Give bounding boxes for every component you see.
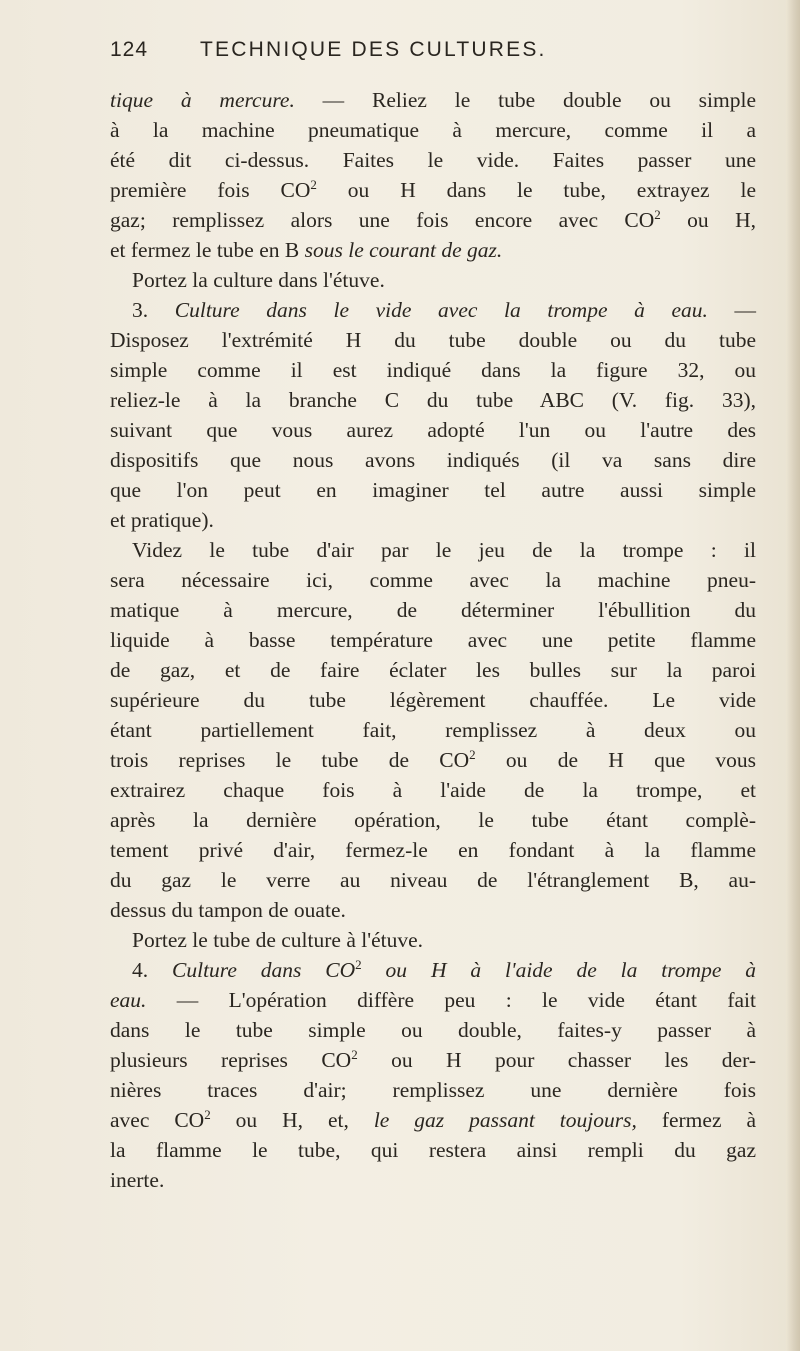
text-segment: étant partiellement fait, remplissez à deux ou bbox=[110, 718, 756, 742]
text-segment: supérieure du tube légèrement chauffée. Le vide bbox=[110, 688, 756, 712]
text-segment: inerte. bbox=[110, 1168, 165, 1192]
text-segment: et fermez le tube en B bbox=[110, 238, 305, 262]
text-line bbox=[110, 475, 756, 505]
text-segment: ou H dans le tube, extrayez le bbox=[316, 178, 756, 202]
text-segment: du gaz le verre au niveau de l'étranglement B, au- bbox=[110, 868, 756, 892]
body-text bbox=[110, 85, 756, 1195]
text-line bbox=[110, 925, 756, 955]
text-segment: ou H, bbox=[660, 208, 756, 232]
text-line bbox=[110, 805, 756, 835]
text-line bbox=[110, 1105, 756, 1135]
text-segment: matique à mercure, de déterminer l'ébullition du bbox=[110, 598, 756, 622]
text-segment: fermez à bbox=[636, 1108, 756, 1132]
page-edge bbox=[786, 0, 800, 1351]
text-segment: trois reprises le tube de CO bbox=[110, 748, 470, 772]
text-line bbox=[110, 205, 756, 235]
text-line bbox=[110, 775, 756, 805]
text-line bbox=[110, 655, 756, 685]
text-segment: ou H pour chasser les der- bbox=[357, 1048, 756, 1072]
text-segment: simple comme il est indiqué dans la figure 32, ou bbox=[110, 358, 756, 382]
text-line bbox=[110, 415, 756, 445]
text-line bbox=[110, 565, 756, 595]
text-line bbox=[110, 685, 756, 715]
text-segment: sous le courant de gaz. bbox=[304, 238, 503, 262]
text-line bbox=[110, 865, 756, 895]
text-line bbox=[110, 1015, 756, 1045]
page-header bbox=[110, 38, 750, 68]
text-segment: gaz; remplissez alors une fois encore avec CO bbox=[110, 208, 655, 232]
text-segment: à la machine pneumatique à mercure, comme il a bbox=[110, 118, 756, 142]
text-segment: Culture dans le vide avec la trompe à eau. bbox=[174, 298, 708, 322]
text-segment: Videz le tube d'air par le jeu de la trompe : il bbox=[132, 538, 756, 562]
superscript: 2 bbox=[310, 177, 317, 192]
text-line bbox=[110, 1135, 756, 1165]
text-segment: sera nécessaire ici, comme avec la machine pneu- bbox=[110, 568, 756, 592]
text-segment: nières traces d'air; remplissez une dernière fois bbox=[110, 1078, 756, 1102]
text-segment: reliez-le à la branche C du tube ABC (V. fig. 33), bbox=[110, 388, 756, 412]
text-segment: été dit ci-dessus. Faites le vide. Faites passer une bbox=[110, 148, 756, 172]
text-segment: dispositifs que nous avons indiqués (il va sans dire bbox=[110, 448, 756, 472]
text-segment: — bbox=[707, 298, 757, 322]
text-line bbox=[110, 955, 756, 985]
text-segment: tement privé d'air, fermez-le en fondant à la flamme bbox=[110, 838, 756, 862]
text-segment: suivant que vous aurez adopté l'un ou l'autre des bbox=[110, 418, 756, 442]
text-segment: le gaz passant toujours, bbox=[373, 1108, 637, 1132]
text-line bbox=[110, 535, 756, 565]
text-segment: que l'on peut en imaginer tel autre aussi simple bbox=[110, 478, 756, 502]
text-line bbox=[110, 175, 756, 205]
text-segment: tique à mercure. bbox=[110, 88, 295, 112]
text-line bbox=[110, 145, 756, 175]
text-segment: première fois CO bbox=[110, 178, 311, 202]
superscript: 2 bbox=[469, 747, 476, 762]
superscript: 2 bbox=[351, 1047, 358, 1062]
text-segment: plusieurs reprises CO bbox=[110, 1048, 352, 1072]
superscript: 2 bbox=[654, 207, 661, 222]
text-line bbox=[110, 895, 756, 925]
page-number: 124 bbox=[110, 38, 149, 61]
text-segment: dessus du tampon de ouate. bbox=[110, 898, 346, 922]
running-title: TECHNIQUE DES CULTURES. bbox=[200, 38, 547, 61]
text-line bbox=[110, 115, 756, 145]
text-line bbox=[110, 1075, 756, 1105]
text-segment: Portez le tube de culture à l'étuve. bbox=[132, 928, 424, 952]
text-line bbox=[110, 385, 756, 415]
text-segment: liquide à basse température avec une petite flamme bbox=[110, 628, 756, 652]
text-line bbox=[110, 1165, 756, 1195]
text-segment: la flamme le tube, qui restera ainsi rempli du gaz bbox=[110, 1138, 756, 1162]
text-line bbox=[110, 1045, 756, 1075]
text-segment: — L'opération diffère peu : le vide étant fait bbox=[146, 988, 756, 1012]
text-segment: 3. bbox=[132, 298, 175, 322]
text-line bbox=[110, 745, 756, 775]
text-line bbox=[110, 715, 756, 745]
text-segment: ou bbox=[361, 958, 431, 982]
text-segment: Disposez l'extrémité H du tube double ou du tube bbox=[110, 328, 756, 352]
text-segment: — Reliez le tube double ou simple bbox=[294, 88, 756, 112]
text-line bbox=[110, 325, 756, 355]
text-segment: dans le tube simple ou double, faites-y passer à bbox=[110, 1018, 756, 1042]
text-line bbox=[110, 505, 756, 535]
text-line bbox=[110, 625, 756, 655]
superscript: 2 bbox=[355, 957, 362, 972]
text-line bbox=[110, 835, 756, 865]
superscript: 2 bbox=[204, 1107, 211, 1122]
text-segment: avec CO bbox=[110, 1108, 205, 1132]
text-line bbox=[110, 295, 756, 325]
text-segment: ou H, et, bbox=[210, 1108, 374, 1132]
text-segment: ou de H que vous bbox=[475, 748, 757, 772]
text-segment: et pratique). bbox=[110, 508, 214, 532]
text-line bbox=[110, 265, 756, 295]
text-segment: eau. bbox=[110, 988, 147, 1012]
text-line bbox=[110, 595, 756, 625]
text-line bbox=[110, 355, 756, 385]
text-segment: Portez la culture dans l'étuve. bbox=[132, 268, 385, 292]
text-segment: Culture dans CO bbox=[172, 958, 356, 982]
text-segment: H à l'aide de la trompe à bbox=[430, 958, 757, 982]
text-line bbox=[110, 85, 756, 115]
text-segment: extrairez chaque fois à l'aide de la trompe, et bbox=[110, 778, 756, 802]
text-line bbox=[110, 445, 756, 475]
text-line bbox=[110, 235, 756, 265]
text-line bbox=[110, 985, 756, 1015]
text-segment: après la dernière opération, le tube étant complè- bbox=[110, 808, 756, 832]
text-segment: de gaz, et de faire éclater les bulles sur la paroi bbox=[110, 658, 756, 682]
text-segment: 4. bbox=[132, 958, 173, 982]
